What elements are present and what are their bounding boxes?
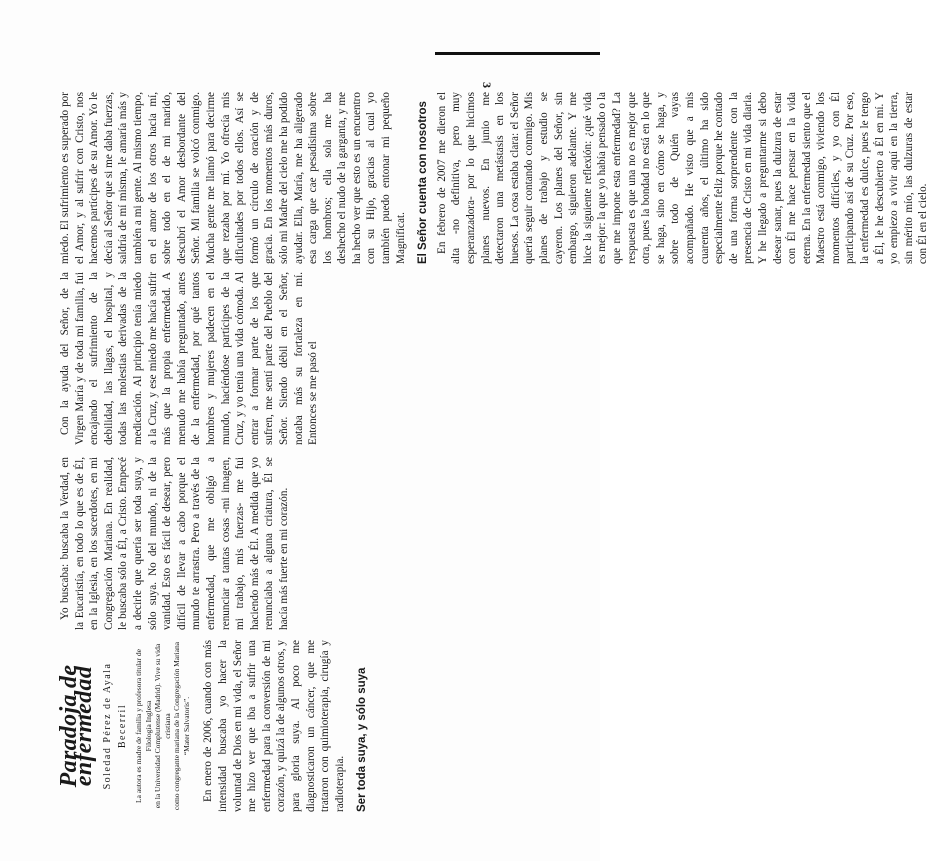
intro-paragraph: En enero de 2006, cuando con más intensidad buscaba yo hacer la voluntad de Dios en mi vida, el Señor me hizo ver que iba a sufrir una enfermedad para la conversión de mi corazón, y quizá la de algunos otros, y para gloria suya. Al poco me diagnosticaron un cáncer, que me trataron con quimioterapia, cirugía y radioterapia. — [202, 640, 346, 812]
body-paragraph: miedo. El sufrimiento es superado por el Amor, y al sufrir con Cristo, nos hacemos partícipes de su Amor. Yo le decía al Señor que si me daba fuerzas, saldría de mí misma, le amaría más y también a mi gente. Al mismo tiempo, en el amor de los otros hacia mí, sobre todo en el de mi marido, descubrí el Amor desbordante del Señor. Mi familia se volcó conmigo. Mucha gente me llamó para decirme que rezaba por mí. Yo ofrecía mis dificultades por todos ellos. Así se formó un círculo de oración y de gracia. En los momentos más duros, sólo mi Madre del cielo me ha podido ayudar. Ella, María, me ha aligerado esa carga que cae pesadísima sobre los hombros; ella sola me ha deshecho el nudo de la garganta, y me ha hecho ver que esto es un encuentro con su Hijo, gracias al cual yo también puedo entonar mi pequeño Magníficat. — [59, 92, 407, 264]
column-3 — [58, 272, 498, 445]
author-affiliation — [134, 640, 191, 812]
affiliation-line: en la Universidad Complutense (Madrid). Vive su vida cristiana — [153, 643, 172, 809]
column-2 — [58, 457, 498, 630]
body-paragraph: En febrero de 2007 me dieron el alta -no definitiva, pero muy esperanzadora- por lo que hicimos planes nuevos. En junio me detectaron una metástasis en los huesos. La cosa estaba clara: el Señor quería seguir contando conmigo. Mis planes de trabajo y estudio se cayeron. Los planes del Señor, sin embargo, siguieron adelante. Y me hice la siguiente reflexión: ¿qué vida es mejor: la que yo había pensado o la que me impone esta enfermedad? La respuesta es que una no es mejor que otra, pues la bondad no está en lo que se haga, sino en cómo se haga, y sobre todo de Quién vayas acompañado. He visto que a mis cuarenta años, el último ha sido especialmente feliz porque he contado de una forma sorprendente con la presencia de Cristo en mi vida diaria. Y he llegado a preguntarme si debo desear sanar, pues la dulzura de estar con Él me hace pensar en la vida eterna. En la enfermedad siento que el Maestro está conmigo, viviendo los momentos difíciles, y yo con Él participando así de su Cruz. Por eso, la enfermedad es dulce, pues le tengo a Él, le he descubierto a Él en mí. Y yo empiezo a vivir aquí en la tierra, sin mérito mío, las dulzuras de estar con Él en el cielo. — [435, 92, 930, 264]
section-heading: Ser toda suya, y sólo suya — [356, 667, 369, 812]
affiliation-line: La autora es madre de familia y profesora titular de Filología Inglesa — [134, 649, 153, 803]
rotated-article — [56, 92, 930, 812]
page-number: 3 — [480, 82, 494, 88]
top-rule — [435, 52, 600, 55]
article-title: Paradoja de enfermedad — [56, 664, 97, 788]
column-4 — [58, 92, 930, 264]
column-1 — [58, 640, 498, 812]
body-paragraph: Yo buscaba: buscaba la Verdad, en la Eucaristía, en todo lo que es de Él, en la Iglesia, en los sacerdotes, en mi Congregación Mariana. En realidad, le buscaba sólo a Él, a Cristo. Empecé a decirle que quería ser toda suya, y sólo suya. No del mundo, ni de la vanidad. Esto es fácil de desear, pero difícil de llevar a cabo porque el mundo te arrastra. Pero a través de la enfermedad, que me obligó a renunciar a tantas cosas -mi imagen, mi trabajo, mis fuerzas- me fui haciendo más de Él. A medida que yo renunciaba a alguna criatura, Él se hacía más fuerte en mi corazón. — [59, 457, 290, 630]
body-paragraph: Con la ayuda del Señor, de la Virgen María y de toda mi familia, fui encajando el sufrimiento de la debilidad, las llagas, el hospital, y todas las molestias derivadas de la medicación. Al principio tenía miedo a la Cruz, y ese miedo me hacía sufrir más que la propia enfermedad. A menudo me había preguntado, antes de la enfermedad, por qué tantos hombres y mujeres padecen en el mundo, haciéndose partícipes de la Cruz, y yo tenía una vida cómoda. Al entrar a formar parte de los que sufren, me sentí parte del Pueblo del Señor. Siendo débil en el Señor, notaba más su fortaleza en mí. Entonces se me pasó el — [59, 272, 320, 445]
affiliation-line: como congregante mariana de la Congregación Mariana “Mater Salvatoris”. — [172, 641, 191, 811]
article-author: Soledad Pérez de Ayala Becerril — [102, 662, 128, 790]
section-heading: El Señor cuenta con nosotros — [417, 101, 430, 264]
